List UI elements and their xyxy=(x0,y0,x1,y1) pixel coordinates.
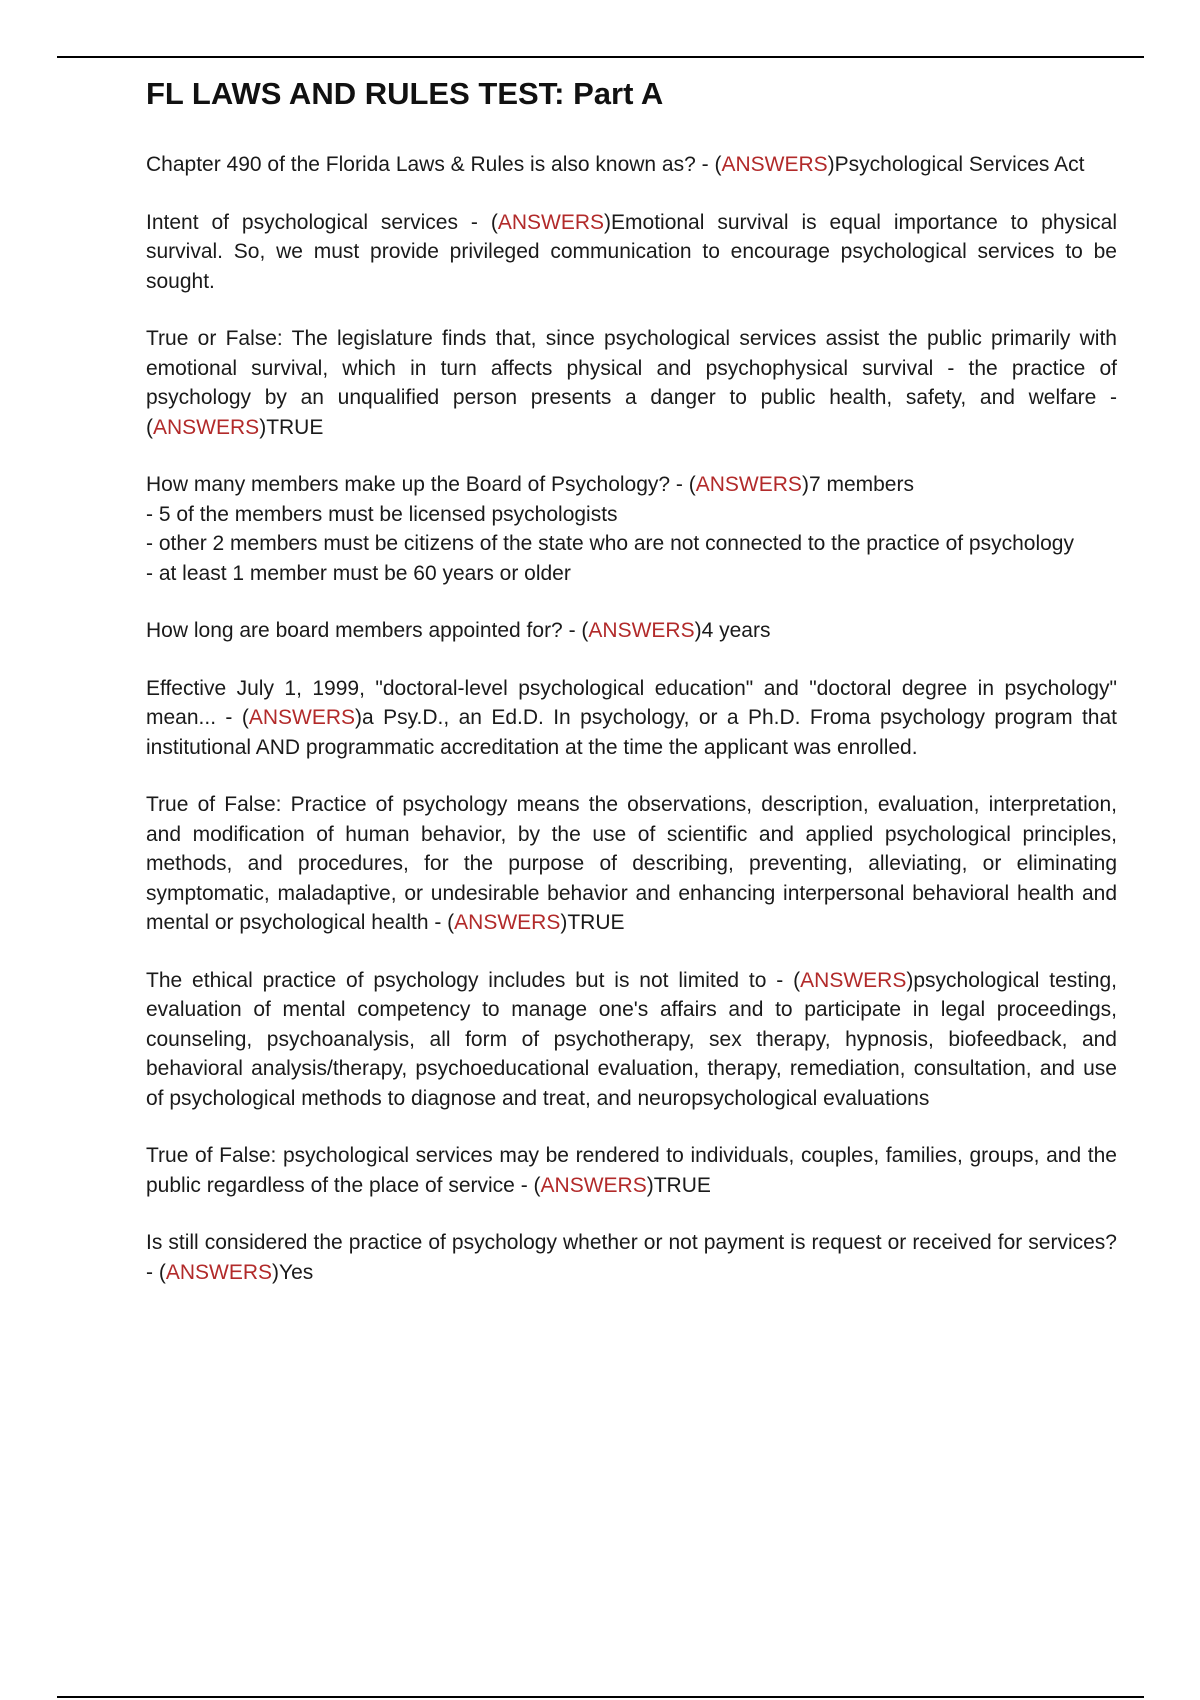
qa-item xyxy=(146,470,1117,588)
answer-tag-open-paren: ( xyxy=(581,619,589,642)
answer-text: Psychological Services Act xyxy=(834,153,1085,176)
answer-tag: ANSWERS xyxy=(153,415,260,439)
qa-list xyxy=(146,150,1117,1287)
answer-tag-close-paren: ) xyxy=(646,1173,654,1197)
answer-tag-open-paren: ( xyxy=(158,1260,166,1284)
qa-question-line xyxy=(146,1141,1117,1200)
answer-tag: ANSWERS xyxy=(454,911,561,934)
page-title: FL LAWS AND RULES TEST: Part A xyxy=(146,76,664,111)
qa-question-line xyxy=(146,470,1117,500)
question-text: True or False: The legislature finds that, since psychological services assist the public primarily with emotional survival, which in turn affects physical and psychophysical survival - the practice of psychology by an unqualified person presents a danger to public health, safety, and welfare - xyxy=(146,327,1117,409)
qa-item xyxy=(146,1228,1117,1287)
answer-tag-open-paren: ( xyxy=(241,706,249,729)
answer-tag: ANSWERS xyxy=(165,1260,273,1284)
qa-question-line xyxy=(146,966,1117,1114)
answer-tag-close-paren: ) xyxy=(694,619,702,642)
answer-text: 4 years xyxy=(701,619,771,642)
answer-tag-open-paren: ( xyxy=(714,153,722,176)
answer-tag-close-paren: ) xyxy=(272,1260,280,1284)
answer-tag: ANSWERS xyxy=(497,210,605,234)
answer-tag: ANSWERS xyxy=(695,473,802,496)
answer-text: TRUE xyxy=(266,415,324,439)
answer-tag-open-paren: ( xyxy=(490,210,498,234)
question-text: True of False: Practice of psychology means the observations, description, evaluation, interpretation, and modification of human behavior, by the use of scientific and applied psychological principles, methods, and procedures, for the purpose of describing, preventing, alleviating, or eliminating symptomatic, maladaptive, or undesirable behavior and enhancing interpersonal behavioral health and mental or psychological health - xyxy=(146,793,1117,934)
answer-tag-open-paren: ( xyxy=(533,1173,541,1197)
qa-item xyxy=(146,790,1117,938)
qa-question-line xyxy=(146,324,1117,442)
answer-tag-open-paren: ( xyxy=(688,473,696,496)
answer-text: 7 members xyxy=(808,473,914,496)
answer-tag: ANSWERS xyxy=(800,968,907,992)
answer-text: psychological testing, evaluation of mental competency to manage one's affairs and to participate in legal proceedings, counseling, psychoanalysis, all form of psychotherapy, sex therapy, hypnosis, biofeedback, and behavioral analysis/therapy, psychoeducational evaluation, therapy, remediation, consultation, and use of psychological methods to diagnose and treat, and neuropsychological evaluations xyxy=(146,968,1117,1110)
document-body xyxy=(146,72,1117,1315)
qa-item xyxy=(146,208,1117,297)
answer-detail-line: - 5 of the members must be licensed psychologists xyxy=(146,502,618,526)
answer-tag: ANSWERS xyxy=(721,153,828,176)
question-text: Chapter 490 of the Florida Laws & Rules is also known as? - xyxy=(146,153,715,176)
question-text: Intent of psychological services - xyxy=(146,210,491,234)
answer-text: a Psy.D., an Ed.D. In psychology, or a Ph.D. Froma psychology program that institutional AND programmatic accreditation at the time the applicant was enrolled. xyxy=(146,706,1117,759)
qa-item xyxy=(146,1141,1117,1200)
answer-tag-close-paren: ) xyxy=(560,911,568,934)
question-text: The ethical practice of psychology includes but is not limited to - xyxy=(146,968,794,992)
answer-detail-line: - other 2 members must be citizens of the state who are not connected to the practice of psychology xyxy=(146,532,1074,555)
qa-item xyxy=(146,150,1117,180)
question-text: How many members make up the Board of Psychology? - xyxy=(146,473,689,496)
answer-tag-close-paren: ) xyxy=(801,473,809,496)
answer-tag-open-paren: ( xyxy=(793,968,801,992)
question-text: Is still considered the practice of psychology whether or not payment is request or received for services? - xyxy=(146,1231,1117,1284)
answer-text: Yes xyxy=(279,1260,314,1284)
answer-text: TRUE xyxy=(567,911,625,934)
qa-item xyxy=(146,674,1117,763)
qa-question-line xyxy=(146,674,1117,763)
top-rule xyxy=(57,56,1144,58)
answer-text: Emotional survival is equal importance to physical survival. So, we must provide privileged communication to encourage psychological services to be sought. xyxy=(146,210,1118,293)
qa-question-line xyxy=(146,150,1117,180)
qa-item xyxy=(146,324,1117,442)
qa-question-line xyxy=(146,790,1117,938)
question-text: Effective July 1, 1999, "doctoral-level psychological education" and "doctoral degree in psychology" mean... - xyxy=(146,676,1117,729)
answer-tag-close-paren: ) xyxy=(259,415,267,439)
answer-tag: ANSWERS xyxy=(540,1173,647,1197)
qa-item xyxy=(146,616,1117,646)
qa-question-line xyxy=(146,208,1117,297)
answer-text: TRUE xyxy=(653,1173,711,1197)
answer-tag-close-paren: ) xyxy=(355,706,362,729)
answer-detail-line: - at least 1 member must be 60 years or older xyxy=(146,561,571,585)
question-text: True of False: psychological services may be rendered to individuals, couples, families, groups, and the public regardless of the place of service - xyxy=(146,1144,1117,1197)
question-text: How long are board members appointed for? - xyxy=(146,619,582,642)
bottom-rule xyxy=(57,1696,1144,1698)
answer-tag-close-paren: ) xyxy=(827,153,835,176)
qa-question-line xyxy=(146,616,1117,646)
answer-tag-open-paren: ( xyxy=(146,415,153,439)
answer-tag-close-paren: ) xyxy=(604,210,612,234)
answer-tag-open-paren: ( xyxy=(447,911,455,934)
answer-tag: ANSWERS xyxy=(248,706,355,729)
qa-item xyxy=(146,966,1117,1114)
answer-tag: ANSWERS xyxy=(588,619,695,642)
answer-tag-close-paren: ) xyxy=(906,968,914,992)
qa-question-line xyxy=(146,1228,1117,1287)
